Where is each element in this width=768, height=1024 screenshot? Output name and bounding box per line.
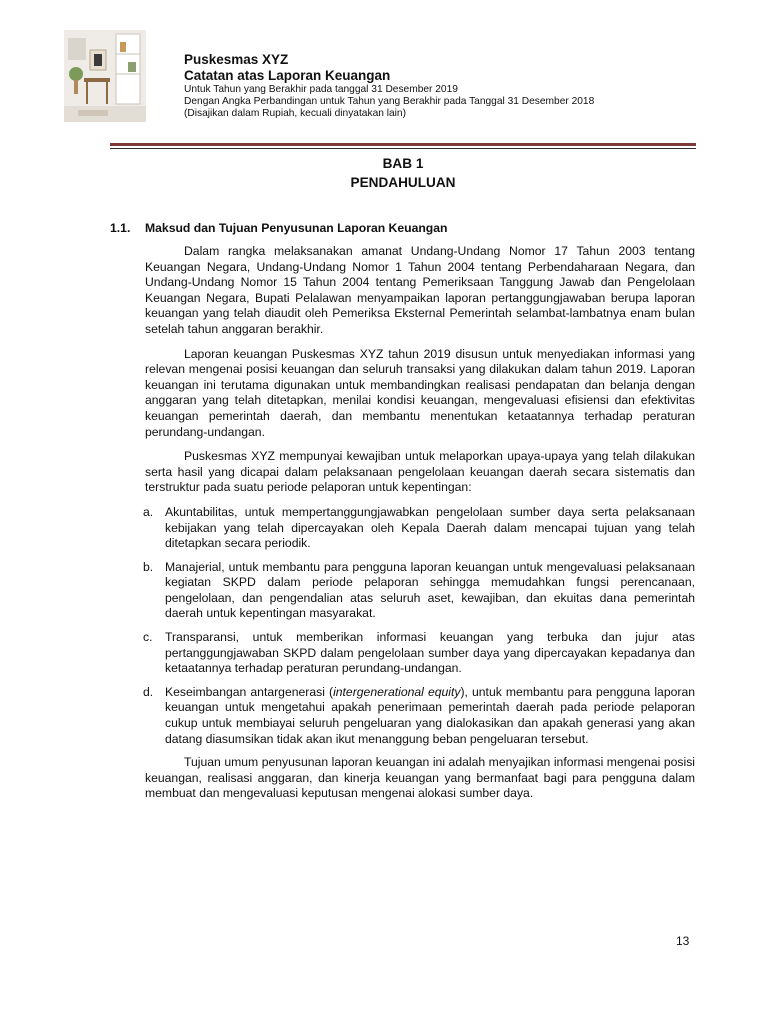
list-item-text: Manajerial, untuk membantu para pengguna laporan keuangan untuk mengevaluasi pelaksanaan kegiatan SKPD dalam periode pelaporan sehingga memudahkan fungsi perencanaan, pengelolaan, dan pengendalian atas seluruh aset, kewajiban, dan ekuitas dana pemerintah daerah untuk kepentingan masyarakat. <box>165 559 695 621</box>
chapter-title: PENDAHULUAN <box>350 175 456 190</box>
list-item <box>145 630 695 677</box>
header-divider-thin <box>110 148 696 149</box>
section-title: Maksud dan Tujuan Penyusunan Laporan Keuangan <box>145 221 448 235</box>
purpose-list <box>145 505 695 747</box>
header-period: Untuk Tahun yang Berakhir pada tanggal 31 Desember 2019 <box>184 84 458 95</box>
chapter-number: BAB 1 <box>382 156 424 171</box>
list-item <box>145 560 695 622</box>
list-marker: d. <box>143 684 154 699</box>
paragraph: Dalam rangka melaksanakan amanat Undang-Undang Nomor 17 Tahun 2003 tentang Keuangan Negara, Undang-Undang Nomor 1 Tahun 2004 tentang Perbendaharaan Negara, dan Undang-Undang Nomor 15 Tahun 2004 tentang Pemeriksaan Tanggung Jawab dan Pengelolaan Keuangan Negara, Bupati Pelalawan menyampaikan laporan pertanggungjawaban berupa laporan keuangan yang telah diaudit oleh Pemeriksa Eksternal Pemerintah selambat-lambatnya enam bulan setelah tahun anggaran berakhir. <box>145 244 695 336</box>
paragraph: Puskesmas XYZ mempunyai kewajiban untuk melaporkan upaya-upaya yang telah dilakukan serta hasil yang dicapai dalam pelaksanaan pengelolaan keuangan daerah secara sistematis dan terstruktur pada suatu periode pelaporan untuk kepentingan: <box>145 449 695 495</box>
room-photo-icon <box>64 30 146 122</box>
list-item-text: Transparansi, untuk memberikan informasi keuangan yang terbuka dan jujur atas pertanggungjawaban SKPD dalam pengelolaan sumber daya yang dipercayakan kepadanya dan ketaatannya terhadap peraturan perundang-undangan. <box>165 630 695 676</box>
list-item-text-after: ), untuk membantu para pengguna laporan keuangan untuk mengetahui apakah penerimaan pemerintah daerah pada periode pelaporan cukup untuk membiayai seluruh pengeluaran yang dialokasikan dan apakah generasi yang akan datang diasumsikan tidak akan ikut menanggung beban pengeluaran tersebut. <box>165 684 695 746</box>
closing-paragraph: Tujuan umum penyusunan laporan keuangan ini adalah menyajikan informasi mengenai posisi keuangan, realisasi anggaran, dan kinerja keuangan yang bermanfaat bagi para pengguna dalam membuat dan mengevaluasi keputusan mengenai alokasi sumber daya. <box>145 755 695 801</box>
section-body <box>145 244 695 811</box>
page-number: 13 <box>676 934 690 948</box>
header-organization: Puskesmas XYZ <box>184 52 289 67</box>
list-marker: c. <box>143 630 153 645</box>
section-heading <box>110 221 447 235</box>
section-number: 1.1. <box>110 221 131 235</box>
list-item <box>145 685 695 747</box>
header-divider-thick <box>110 143 696 146</box>
document-header <box>184 52 594 120</box>
header-title: Catatan atas Laporan Keuangan <box>184 68 391 83</box>
list-item-text <box>165 685 695 746</box>
list-item-text: Akuntabilitas, untuk mempertanggungjawabkan pengelolaan sumber daya serta pelaksanaan kebijakan yang telah dipercayakan oleh Kepala Daerah dalam mencapai tujuan yang telah ditetapkan secara periodik. <box>165 504 695 551</box>
paragraph: Laporan keuangan Puskesmas XYZ tahun 2019 disusun untuk menyediakan informasi yang relevan mengenai posisi keuangan dan seluruh transaksi yang dilakukan dalam tahun 2019. Laporan keuangan ini terutama digunakan untuk membandingkan realisasi pendapatan dan belanja dengan anggaran yang telah ditetapkan, menilai kondisi keuangan, mengevaluasi efisiensi dan efektivitas keuangan pemerintah daerah, dan membantu menentukan ketaatannya terhadap peraturan perundang-undangan. <box>145 346 695 439</box>
header-comparison: Dengan Angka Perbandingan untuk Tahun yang Berakhir pada Tanggal 31 Desember 2018 <box>184 96 595 107</box>
list-marker: a. <box>143 504 154 519</box>
list-marker: b. <box>143 559 154 574</box>
list-item-text-italic: intergenerational equity <box>333 684 461 699</box>
header-currency-note: (Disajikan dalam Rupiah, kecuali dinyatakan lain) <box>184 108 406 119</box>
chapter-heading <box>0 154 768 192</box>
list-item <box>145 505 695 552</box>
list-item-text-before: Keseimbangan antargenerasi ( <box>165 684 334 699</box>
